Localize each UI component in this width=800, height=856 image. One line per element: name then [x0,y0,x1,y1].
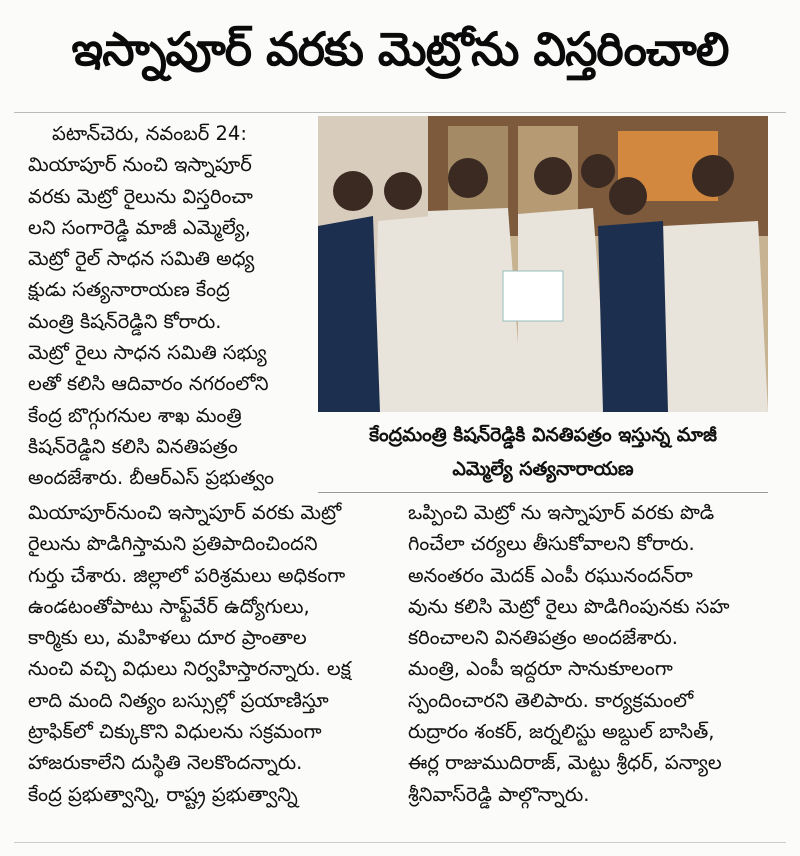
caption-line: ఎమ్మెల్యే సత్యనారాయణ [452,458,634,480]
text-line: రైలును పొడిగిస్తామని ప్రతిపాదించిందని [28,532,318,556]
text-line: కరించాలని వినతిపత్రం అందజేశారు. [408,626,678,650]
text-line: మంత్రి, ఎంపీ ఇద్దరూ సానుకూలంగా [408,657,673,681]
text-line: మెట్రో రైలు సాధన సమితి సభ్యు [28,341,267,365]
text-line: కేంద్ర బొగ్గుగనుల శాఖ మంత్రి [28,403,242,427]
photo-illustration [318,116,768,412]
text-line: నుంచి వచ్చి విధులు నిర్వహిస్తారన్నారు. లక్ష [28,657,351,681]
text-line: మియాపూర్‌నుంచి ఇస్నాపూర్ వరకు మెట్రో [28,501,342,524]
text-line: ఈర్ల రాజుముదిరాజ్, మెట్టు శ్రీధర్, పన్యాల [408,751,722,775]
text-line: గించేలా చర్యలు తీసుకోవాలని కోరారు. [408,532,695,556]
text-line: పటాన్‌చెరు, నవంబర్ 24: [52,122,247,145]
text-line: లతో కలిసి ఆదివారం నగరంలోని [28,372,269,396]
text-line: లని సంగారెడ్డి మాజీ ఎమ్మెల్యే, [28,215,251,239]
text-line: ట్రాఫిక్‌లో చిక్కుకొని విధులను సక్రమంగా [28,720,322,744]
text-line: కిషన్‌రెడ్డిని కలిసి వినతిపత్రం [28,434,238,458]
text-line: మంత్రి కిషన్‌రెడ్డిని కోరారు. [28,309,222,333]
news-photo [318,116,768,412]
text-line: ఉండటంతోపాటు సాఫ్ట్‌వేర్ ఉద్యోగులు, [28,594,310,618]
text-line: లాది మంది నిత్యం బస్సుల్లో ప్రయాణిస్తూ [28,688,329,712]
text-line: మెట్రో రైల్ సాధన సమితి అధ్య [28,247,255,271]
photo-caption [318,418,768,490]
divider [318,492,768,493]
text-line: అందజేశారు. బీఆర్ఎస్ ప్రభుత్వం [28,466,275,490]
caption-line: కేంద్రమంత్రి కిషన్‌రెడ్డికి వినతిపత్రం ఇస్తున్న మాజీ [369,424,717,446]
text-line: రుద్రారం శంకర్, జర్నలిస్టు అబ్దుల్ బాసిత్, [408,720,715,744]
article-column-right-bottom [408,497,773,810]
text-line: అనంతరం మెదక్ ఎంపీ రఘునందన్‌రా [408,563,693,587]
divider [14,112,786,113]
text-line: శ్రీనివాస్‌రెడ్డి పాల్గొన్నారు. [408,782,590,806]
headline: ఇస్నాపూర్ వరకు మెట్రోను విస్తరించాలి [71,22,729,76]
text-line: మియాపూర్ నుంచి ఇస్నాపూర్ [28,153,252,177]
text-line: కార్మికు లు, మహిళలు దూర ప్రాంతాల [28,626,307,650]
text-line: ఒప్పించి మెట్రో ను ఇస్నాపూర్ వరకు పొడి [408,501,715,524]
text-line: స్పందించారని తెలిపారు. కార్యక్రమంలో [408,688,694,712]
text-line: హాజరుకాలేని దుస్థితి నెలకొందన్నారు. [28,751,303,775]
text-line: గుర్తు చేశారు. జిల్లాలో పరిశ్రమలు అధికంగా [28,563,346,587]
article-column-left-top [28,118,313,494]
text-line: క్షుడు సత్యనారాయణ కేంద్ర [28,278,230,302]
divider [14,842,786,843]
text-line: వును కలిసి మెట్రో రైలు పొడిగింపునకు సహ [408,594,730,618]
text-line: వరకు మెట్రో రైలును విస్తరించా [28,184,253,208]
article-column-left-bottom [28,497,393,810]
text-line: కేంద్ర ప్రభుత్వాన్ని, రాష్ట్ర ప్రభుత్వాన్ని [28,782,298,806]
